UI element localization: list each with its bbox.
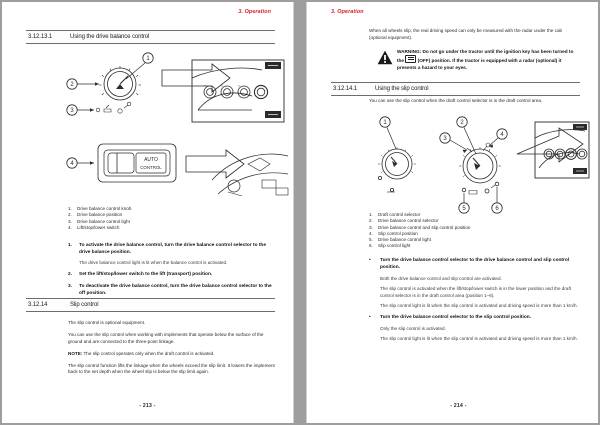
control-label: CONTROL <box>140 165 162 170</box>
paragraph: You can use the slip control when the draft control selector is in the draft control area. <box>369 98 543 103</box>
legend-num: 1. <box>68 206 72 211</box>
section-title: Slip control <box>70 302 99 308</box>
bullet-sub: The slip control is activated when the lift/stop/lower switch is in the lower position and the draft control selector is in the draft control area (position 1–6). <box>380 286 571 298</box>
bullet-marker: • <box>369 314 371 320</box>
section-number: 3.12.13.1 <box>28 34 53 40</box>
legend-text: Drive balance control knob <box>77 206 132 211</box>
page-number-left: - 213 - <box>139 403 156 409</box>
legend-text: Slip control position <box>378 230 418 236</box>
svg-text:4: 4 <box>70 161 74 168</box>
ignition-off-key-icon <box>405 55 416 63</box>
page-right <box>306 2 598 423</box>
step-text: To activate the drive balance control, turn the drive balance control selector to the drive balance position. <box>79 243 267 255</box>
legend-num: 2. <box>68 212 72 218</box>
section-title: Using the slip control <box>375 86 429 92</box>
legend-text: Drive balance position <box>77 212 123 218</box>
legend-text: Drive balance control light <box>378 237 431 243</box>
warning-text-before: Do not go under the tractor until the ignition key has been turned to the <box>397 49 574 64</box>
figure-callout-6 <box>492 187 502 213</box>
figure-callout-1 <box>380 117 396 149</box>
figure-callout-5 <box>459 193 469 213</box>
bullet-title: Turn the drive balance control selector to the slip control position. <box>380 314 532 320</box>
legend-text: Lift/stop/lower switch <box>77 224 120 230</box>
bullet-marker: • <box>369 258 371 263</box>
legend-num: 1. <box>369 212 373 217</box>
list-item <box>68 225 275 231</box>
paragraph: When all wheels slip, the real driving speed can only be measured with the radar under the cab (optional equipment). <box>369 28 563 40</box>
step-1-note: The drive balance control light is lit when the balance control is activated. <box>79 259 228 265</box>
figure-callout-1 <box>126 53 153 79</box>
bullet-1 <box>369 258 580 272</box>
note-paragraph <box>68 351 275 358</box>
section-heading-3-12-14 <box>26 298 275 312</box>
running-head-left: 3. Operation <box>238 9 271 15</box>
note-text: The slip control operates only when the draft control is activated. <box>83 350 215 356</box>
step-number: 2. <box>68 272 73 278</box>
figure-slip-control <box>347 114 592 214</box>
svg-text:1: 1 <box>146 56 150 63</box>
bullet-instructions <box>369 258 580 347</box>
paragraph: The slip control function lifts the linkage when the wheels exceed the slip limit. It lowers the implement back to the set depth when the wheel slip is below the slip limit again. <box>68 362 275 375</box>
section-title: Using the drive balance control <box>70 34 150 40</box>
note-label: NOTE: <box>68 350 83 356</box>
warning-label: WARNING: <box>397 49 422 54</box>
section-heading-3-12-13-1 <box>26 30 275 44</box>
bullet-sub: The slip control light is lit when the slip control is activated and driving speed is more than 1 km/h. <box>380 336 578 342</box>
intro2-block <box>369 98 580 110</box>
figure-drive-balance-control <box>62 52 292 202</box>
figure-callout-2 <box>67 79 99 89</box>
bullet-sub: Both the drive balance control and slip control are activated. <box>380 275 502 281</box>
svg-text:1: 1 <box>383 120 387 127</box>
legend-num: 4. <box>369 230 373 236</box>
page-left <box>2 2 294 423</box>
svg-text:6: 6 <box>495 206 499 213</box>
bullet-2 <box>369 315 580 322</box>
legend-num: 6. <box>369 243 373 249</box>
step-3 <box>68 284 275 298</box>
svg-text:3: 3 <box>443 136 447 143</box>
warning-triangle-icon <box>377 48 397 65</box>
figure-callout-3 <box>440 133 467 153</box>
page-number-right: - 214 - <box>450 403 467 409</box>
step-2 <box>68 272 275 279</box>
svg-text:2: 2 <box>70 82 74 89</box>
legend-num: 2. <box>369 218 373 224</box>
svg-text:2: 2 <box>460 120 464 127</box>
step-1 <box>68 243 275 257</box>
warning-text-after: (OFF) position. If the tractor is equipped with a radar (optional) it presents a hazard to your eyes. <box>397 58 562 71</box>
section-number: 3.12.14 <box>28 302 48 308</box>
intro-block-right <box>369 28 580 47</box>
warning-block <box>377 48 580 72</box>
step-number: 3. <box>68 283 73 289</box>
legend-list-right <box>369 212 580 250</box>
figure-callout-4 <box>489 129 507 148</box>
svg-text:4: 4 <box>500 132 504 139</box>
step-text: Set the lift/stop/lower switch to the lift (transport) position. <box>79 272 213 278</box>
paragraph: The slip control is optional equipment. <box>68 320 146 325</box>
bullet-sub: Only the slip control is activated. <box>380 325 446 331</box>
auto-label: AUTO <box>144 157 158 163</box>
legend-num: 5. <box>369 237 373 243</box>
legend-text: Slip control light <box>378 243 411 249</box>
procedure-steps-left <box>68 243 275 303</box>
legend-text: Draft control selector <box>378 212 421 217</box>
section-heading-3-12-14-1 <box>331 82 580 96</box>
legend-text: Drive balance control selector <box>378 218 439 224</box>
legend-list-left <box>68 206 275 231</box>
legend-text: Drive balance control light <box>77 218 130 224</box>
slip-control-body <box>68 320 275 382</box>
step-number: 1. <box>68 243 73 248</box>
figure-callout-4 <box>67 158 94 168</box>
step-text: To deactivate the drive balance control, turn the drive balance control selector to the off position. <box>79 283 272 296</box>
figure-callout-3 <box>67 105 94 115</box>
bullet-title: Turn the drive balance control selector to the drive balance control and slip control position. <box>380 258 570 270</box>
warning-text <box>397 48 580 72</box>
legend-num: 3. <box>68 218 72 224</box>
paragraph: You can use the slip control when working with implements that operate below the surface of the ground and are connected to the three-point linkage. <box>68 332 264 344</box>
legend-num: 4. <box>68 224 72 230</box>
legend-text: Drive balance control and slip control position <box>378 224 471 230</box>
legend-num: 3. <box>369 224 373 230</box>
list-item <box>369 243 580 249</box>
bullet-sub: The slip control light is lit when the slip control is activated and driving speed is more than 1 km/h. <box>380 303 578 309</box>
running-head-right: 3. Operation <box>331 9 364 15</box>
figure-callout-2 <box>457 117 476 154</box>
section-number: 3.12.14.1 <box>333 86 358 92</box>
svg-text:5: 5 <box>462 206 466 213</box>
svg-text:3: 3 <box>70 108 74 115</box>
